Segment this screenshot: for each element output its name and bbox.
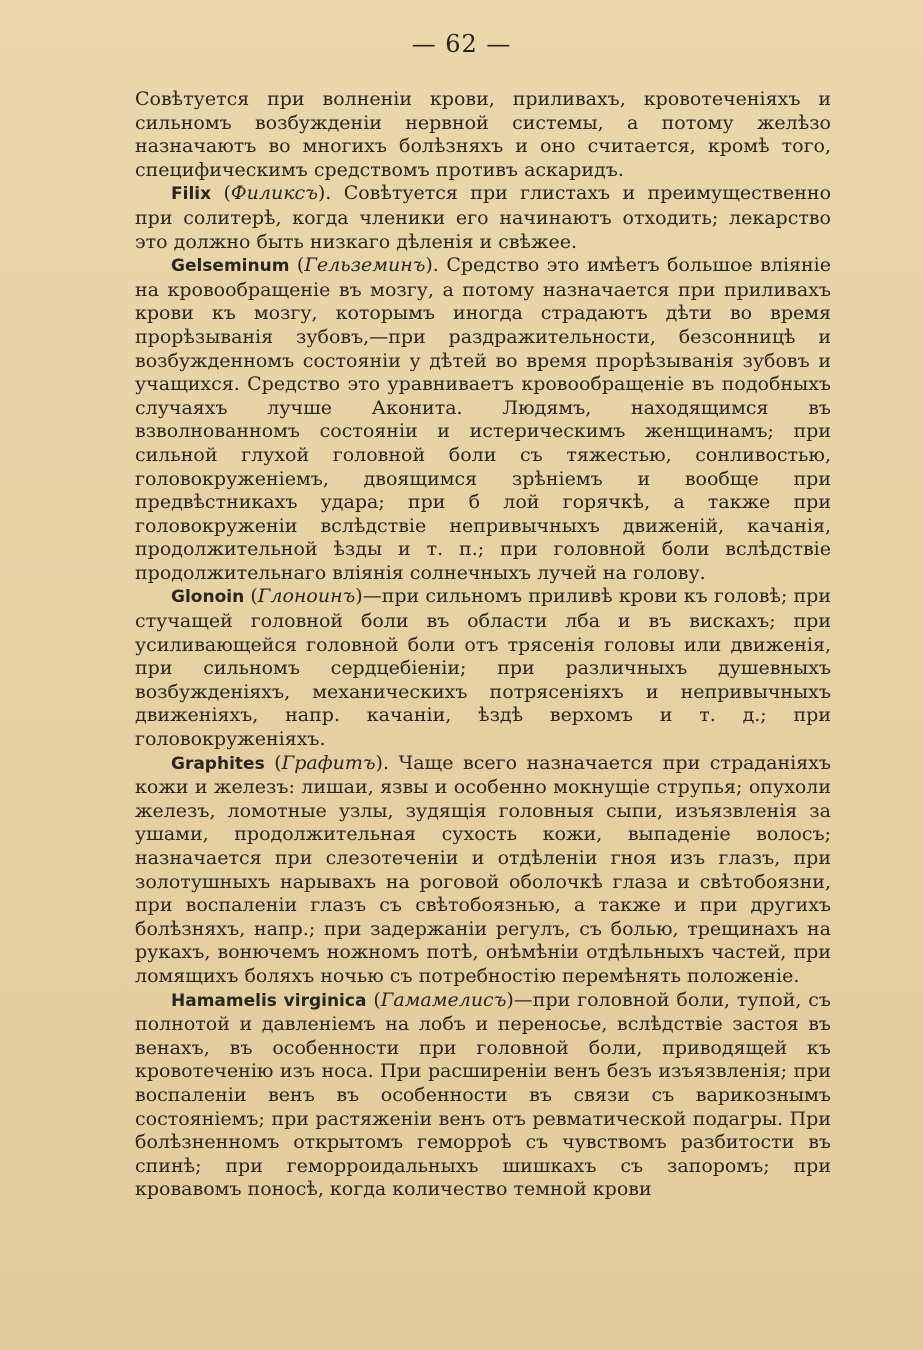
entry-term: Filix — [171, 184, 212, 205]
entry-russian-name: Графитъ — [281, 751, 376, 774]
entry-term: Gelseminum — [171, 256, 290, 277]
entry-glonoin — [135, 585, 831, 751]
entry-open-paren: ( — [244, 585, 258, 608]
entry-text: —при головной боли, тупой, съ полнотой и давленіемъ на лобъ и переносье, вслѣдствіе застоя въ венахъ, въ особенности при головной боли, приводящей къ кровотеченію изъ носа. При расширеніи венъ безъ изъязвленія; при воспаленіи венъ въ особенности въ связи съ варикознымъ состояніемъ; при растяженіи венъ отъ ревматической подагры. При болѣзненномъ открытомъ геморроѣ съ чувствомъ разбитости въ спинѣ; при геморроидальныхъ шишкахъ съ запоромъ; при кровавомъ поносѣ, когда количество темной крови — [135, 988, 832, 1201]
entry-russian-name: Филиксъ — [230, 182, 318, 205]
entry-close-paren: ) — [506, 988, 514, 1011]
entry-close-paren: ). — [375, 751, 399, 774]
entry-text: Совѣтуется при глистахъ и преимущественно при солитерѣ, когда членики его начинаютъ отходить; лекарство это должно быть низкаго дѣленія и свѣжее. — [135, 182, 832, 253]
entry-close-paren: ) — [355, 585, 363, 608]
entry-text: —при сильномъ приливѣ крови къ головѣ; при стучащей головной боли въ области лба и въ вискахъ; при усиливающейся головной боли отъ трясенія головы или движенія, при сильномъ сердцебіеніи; при различныхъ душевныхъ возбужденіяхъ, механическихъ потрясеніяхъ и непривычныхъ движеніяхъ, напр. качаніи, ѣздѣ верхомъ и т. д.; при головокруженіяхъ. — [135, 585, 832, 751]
body-text — [135, 88, 831, 1202]
entry-close-paren: ). — [317, 182, 344, 205]
entry-graphites — [135, 752, 831, 989]
entry-term: Hamamelis virginica — [171, 990, 367, 1011]
entry-gelseminum — [135, 254, 831, 585]
entry-term: Graphites — [171, 753, 265, 774]
page-number: — 62 — — [411, 30, 512, 58]
entry-russian-name: Гельземинъ — [304, 254, 426, 277]
entry-hamamelis — [135, 989, 831, 1202]
entry-open-paren: ( — [211, 182, 231, 205]
entry-filix — [135, 182, 831, 254]
entry-russian-name: Гамамелисъ — [380, 988, 507, 1011]
entry-text: Чаще всего назначается при страданіяхъ кожи и железъ: лишаи, язвы и особенно мокнущіе струпья; опухоли железъ, ломотные узлы, зудящія головныя сыпи, изъязвленія за ушами, продолжительная сухость кожи, выпаденіе волосъ; назначается при слезотеченіи и отдѣленіи гноя изъ глазъ, при золотушныхъ нарывахъ на роговой оболочкѣ глаза и свѣтобоязни, при воспаленіи глазъ съ свѣтобоязнью, а также и при другихъ болѣзняхъ, напр.; при задержаніи регулъ, съ болью, трещинахъ на рукахъ, вонючемъ ножномъ потѣ, онѣмѣніи отдѣльныхъ частей, при ломящихъ боляхъ ночью съ потребностію перемѣнять положеніе. — [135, 751, 831, 987]
entry-open-paren: ( — [366, 988, 381, 1011]
intro-paragraph: Совѣтуется при волненіи крови, приливахъ, кровотеченіяхъ и сильномъ возбужденіи нервной системы, а потому желѣзо назначаютъ во многихъ болѣзняхъ и оно считается, кромѣ того, специфическимъ средствомъ противъ аскаридъ. — [135, 88, 831, 181]
entry-term: Glonoin — [171, 587, 245, 608]
entry-open-paren: ( — [289, 254, 305, 277]
entry-open-paren: ( — [264, 751, 282, 774]
entry-russian-name: Глоноинъ — [257, 585, 356, 608]
entry-close-paren: ). — [425, 254, 447, 277]
entry-text: Средство это имѣетъ большое вліяніе на кровообращеніе въ мозгу, а потому назначается при приливахъ крови къ мозгу, которымъ иногда страдаютъ дѣти во время прорѣзыванія зубовъ,—при раздражительности, безсонницѣ и возбужденномъ состояніи у дѣтей во время прорѣзыванія зубовъ и учащихся. Средство это уравниваетъ кровообращеніе въ подобныхъ случаяхъ лучше Аконита. Людямъ, находящимся въ взволнованномъ состояніи и истерическимъ женщинамъ; при сильной глухой головной боли съ тяжестью, сонливостью, головокруженіемъ, двоящимся зрѣніемъ и вообще при предвѣстникахъ удара; при б лой горячкѣ, а также при головокруженіи вслѣдствіе непривычныхъ движеній, качанія, продолжительной ѣзды и т. п.; при головной боли вслѣдствіе продолжительнаго вліянія солнечныхъ лучей на голову. — [135, 254, 831, 584]
